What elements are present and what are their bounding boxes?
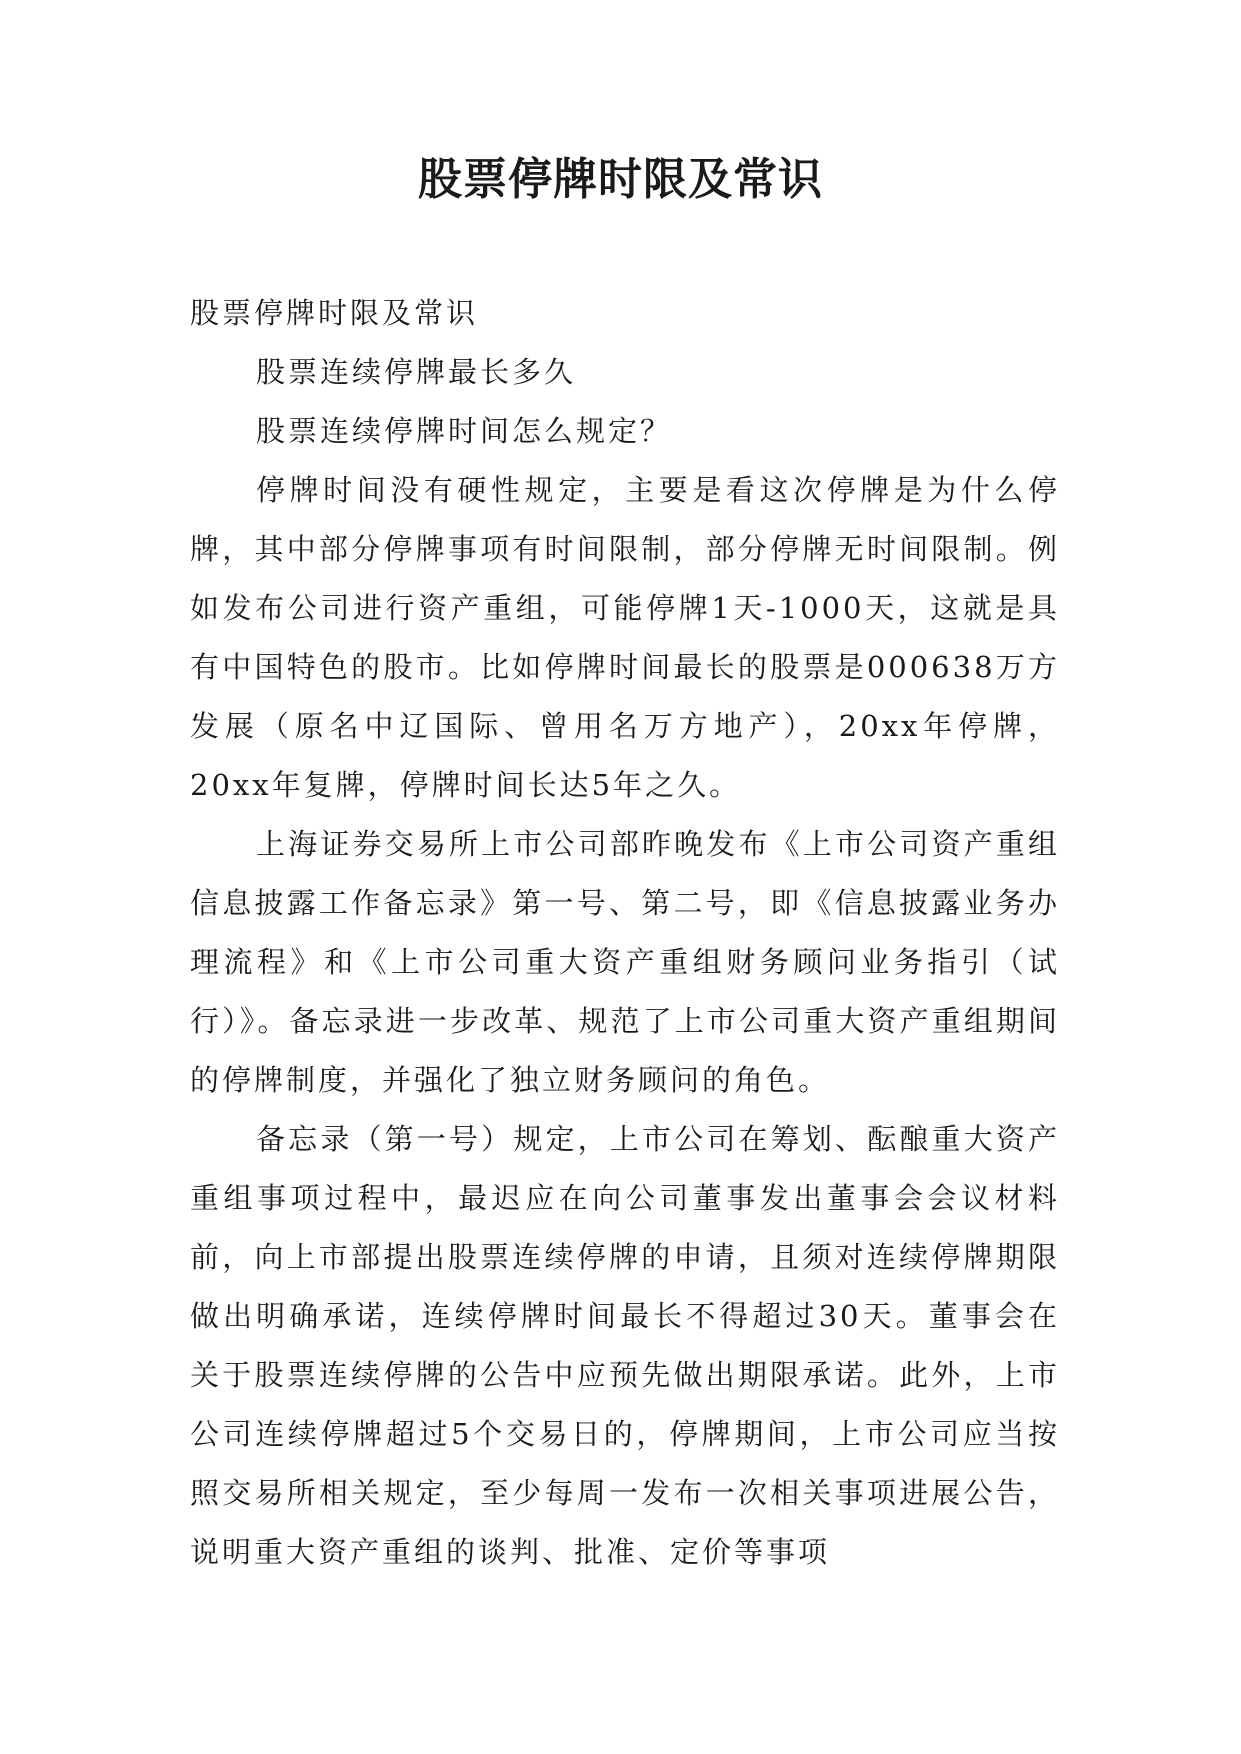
page-title: 股票停牌时限及常识 — [418, 154, 823, 205]
paragraph-3: 股票连续停牌时间怎么规定？ — [256, 414, 673, 448]
document-body — [190, 284, 1060, 1582]
paragraph-6: 备忘录（第一号）规定，上市公司在筹划、酝酿重大资产重组事项过程中，最迟应在向公司董事发出董事会会议材料前，向上市部提出股票连续停牌的申请，且须对连续停牌期限做出明确承诺，连续停牌时间最长不得超过30天。董事会在关于股票连续停牌的公告中应预先做出期限承诺。此外，上市公司连续停牌超过5个交易日的，停牌期间，上市公司应当按照交易所相关规定，至少每周一发布一次相关事项进展公告，说明重大资产重组的谈判、批准、定价等事项 — [190, 1122, 1060, 1569]
paragraph-5: 上海证券交易所上市公司部昨晚发布《上市公司资产重组信息披露工作备忘录》第一号、第二号，即《信息披露业务办理流程》和《上市公司重大资产重组财务顾问业务指引（试行）》。备忘录进一步改革、规范了上市公司重大资产重组期间的停牌制度，并强化了独立财务顾问的角色。 — [190, 827, 1060, 1097]
paragraph-1: 股票停牌时限及常识 — [190, 296, 479, 330]
paragraph-4: 停牌时间没有硬性规定，主要是看这次停牌是为什么停牌，其中部分停牌事项有时间限制，部分停牌无时间限制。例如发布公司进行资产重组，可能停牌1天-1000天，这就是具有中国特色的股市。比如停牌时间最长的股票是000638万方发展（原名中辽国际、曾用名万方地产），20xx年停牌，20xx年复牌，停牌时间长达5年之久。 — [190, 473, 1060, 802]
paragraph-2: 股票连续停牌最长多久 — [256, 355, 577, 389]
